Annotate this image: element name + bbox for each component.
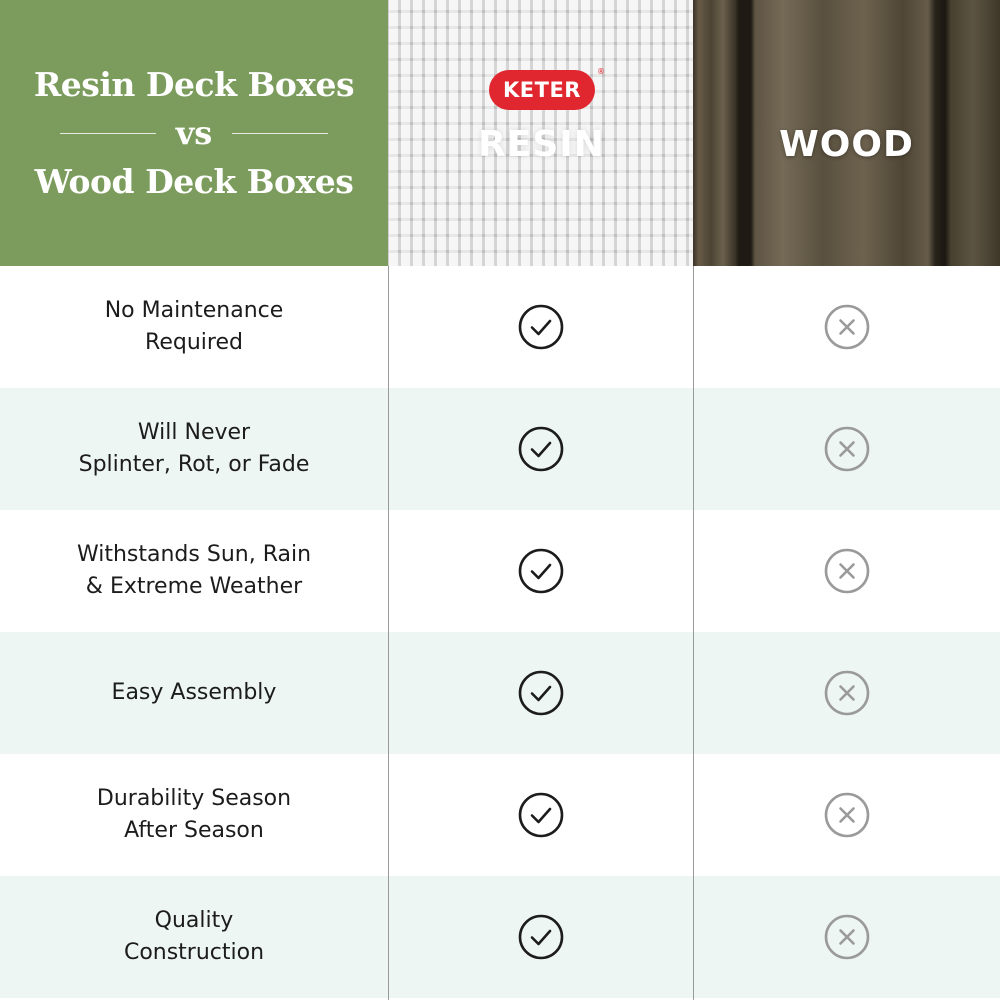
x-circle-icon <box>824 548 870 594</box>
check-circle-icon <box>518 914 564 960</box>
comparison-header <box>0 0 1000 266</box>
feature-label: Durability Season After Season <box>96 786 292 843</box>
title-panel <box>0 0 388 266</box>
vs-text: vs <box>175 114 213 152</box>
check-circle-icon <box>518 548 564 594</box>
check-circle-icon <box>518 792 564 838</box>
check-circle-icon <box>518 670 564 716</box>
wood-column-header <box>693 0 1000 266</box>
x-circle-icon <box>824 304 870 350</box>
registered-mark: ® <box>597 67 605 76</box>
column-divider-left <box>388 266 389 1000</box>
feature-label: Quality Construction <box>123 908 265 965</box>
resin-cell <box>388 510 693 632</box>
table-row <box>0 266 1000 388</box>
x-circle-icon <box>824 426 870 472</box>
table-row <box>0 510 1000 632</box>
table-row <box>0 754 1000 876</box>
vs-divider <box>60 114 329 152</box>
wood-cell <box>693 632 1000 754</box>
resin-cell <box>388 632 693 754</box>
wood-cell <box>693 754 1000 876</box>
resin-cell <box>388 266 693 388</box>
resin-cell <box>388 388 693 510</box>
x-circle-icon <box>824 914 870 960</box>
x-circle-icon <box>824 792 870 838</box>
table-row <box>0 632 1000 754</box>
table-row <box>0 876 1000 998</box>
wood-cell <box>693 388 1000 510</box>
comparison-table <box>0 266 1000 1000</box>
feature-label: Will Never Splinter, Rot, or Fade <box>78 420 310 477</box>
feature-label: Easy Assembly <box>111 680 277 705</box>
title-line-2: Wood Deck Boxes <box>34 162 354 201</box>
keter-logo: KETER <box>489 70 595 110</box>
resin-column-header <box>388 0 693 266</box>
check-circle-icon <box>518 426 564 472</box>
title-line-1: Resin Deck Boxes <box>33 65 355 104</box>
wood-label: WOOD <box>779 124 914 165</box>
wood-cell <box>693 510 1000 632</box>
feature-label: Withstands Sun, Rain & Extreme Weather <box>76 542 312 599</box>
vs-rule-left <box>60 133 156 134</box>
x-circle-icon <box>824 670 870 716</box>
table-row <box>0 388 1000 510</box>
wood-cell <box>693 266 1000 388</box>
check-circle-icon <box>518 304 564 350</box>
feature-label: No Maintenance Required <box>104 298 284 355</box>
resin-label: RESIN <box>478 124 605 165</box>
vs-rule-right <box>232 133 328 134</box>
wood-cell <box>693 876 1000 998</box>
column-divider-right <box>693 266 694 1000</box>
resin-cell <box>388 876 693 998</box>
resin-cell <box>388 754 693 876</box>
